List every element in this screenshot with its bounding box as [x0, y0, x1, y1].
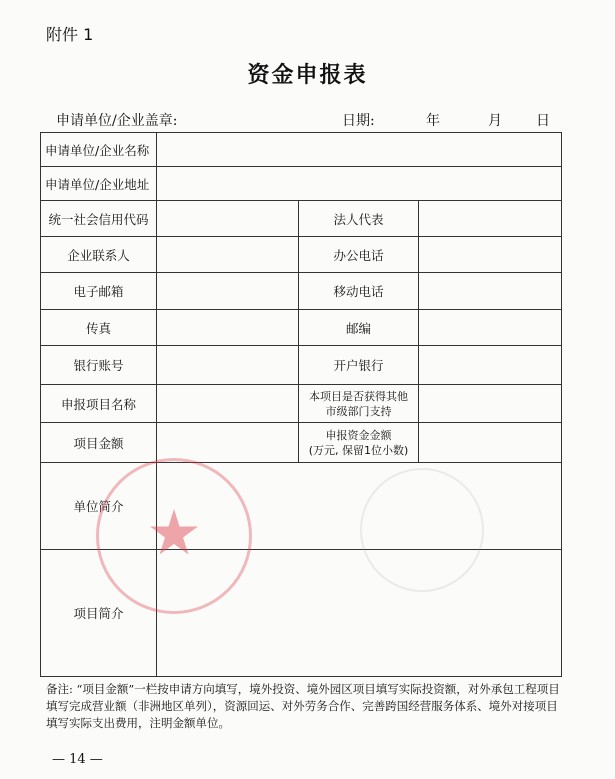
- field-postcode[interactable]: [419, 310, 562, 346]
- row-label-contact: 企业联系人: [41, 237, 157, 273]
- field-bank-account[interactable]: [157, 346, 299, 385]
- applicant-stamp-label: 申请单位/企业盖章:: [56, 113, 178, 129]
- field-project-name[interactable]: [157, 385, 299, 423]
- field-credit-code[interactable]: [157, 201, 299, 237]
- field-office-phone[interactable]: [419, 237, 562, 273]
- row-label-project-amount: 项目金额: [41, 423, 157, 463]
- field-bank[interactable]: [419, 346, 562, 385]
- field-legal-rep[interactable]: [419, 201, 562, 237]
- field-name[interactable]: [157, 133, 562, 167]
- row-label-office-phone: 办公电话: [299, 237, 419, 273]
- row-label-postcode: 邮编: [299, 310, 419, 346]
- row-label-bank: 开户银行: [299, 346, 419, 385]
- page-number: — 14 —: [52, 752, 103, 767]
- field-unit-intro[interactable]: [157, 463, 562, 550]
- field-address[interactable]: [157, 167, 562, 201]
- row-label-address: 申请单位/企业地址: [41, 167, 157, 201]
- row-label-project-name: 申报项目名称: [41, 385, 157, 423]
- field-mobile[interactable]: [419, 273, 562, 310]
- field-email[interactable]: [157, 273, 299, 310]
- row-label-other-support: [299, 385, 419, 423]
- row-label-unit-intro: 单位简介: [41, 463, 157, 550]
- row-label-project-intro: 项目简介: [41, 550, 157, 677]
- field-apply-amount[interactable]: [419, 423, 562, 463]
- date-day: 日: [536, 113, 550, 129]
- form-title: 资金申报表: [247, 62, 368, 88]
- footnote: 备注: “项目金额”一栏按申请方向填写，境外投资、境外园区项目填写实际投资额，对外承包工程项目填写完成营业额（非洲地区单列），资源回运、对外劳务合作、完善跨国经营服务体系、境外对接项目填写实际支出费用，注明金额单位。: [46, 682, 560, 730]
- field-fax[interactable]: [157, 310, 299, 346]
- row-label-legal-rep: 法人代表: [299, 201, 419, 237]
- application-form-table: [40, 132, 562, 677]
- row-label-bank-account: 银行账号: [41, 346, 157, 385]
- other-support-line-1: 本项目是否获得其他: [309, 389, 408, 403]
- row-label-email: 电子邮箱: [41, 273, 157, 310]
- date-month: 月: [488, 113, 502, 129]
- row-label-credit-code: 统一社会信用代码: [41, 201, 157, 237]
- other-support-line-2: 市级部门支持: [325, 404, 392, 418]
- date-label: 日期:: [342, 113, 375, 129]
- date-year: 年: [426, 113, 440, 129]
- apply-amount-line-2: (万元, 保留1位小数): [308, 443, 409, 457]
- field-project-amount[interactable]: [157, 423, 299, 463]
- row-label-apply-amount: [299, 423, 419, 463]
- field-other-support[interactable]: [419, 385, 562, 423]
- field-project-intro[interactable]: [157, 550, 562, 677]
- row-label-name: 申请单位/企业名称: [41, 133, 157, 167]
- row-label-mobile: 移动电话: [299, 273, 419, 310]
- row-label-fax: 传真: [41, 310, 157, 346]
- field-contact[interactable]: [157, 237, 299, 273]
- attachment-label: 附件 1: [46, 25, 94, 44]
- apply-amount-line-1: 申报资金金额: [325, 428, 392, 442]
